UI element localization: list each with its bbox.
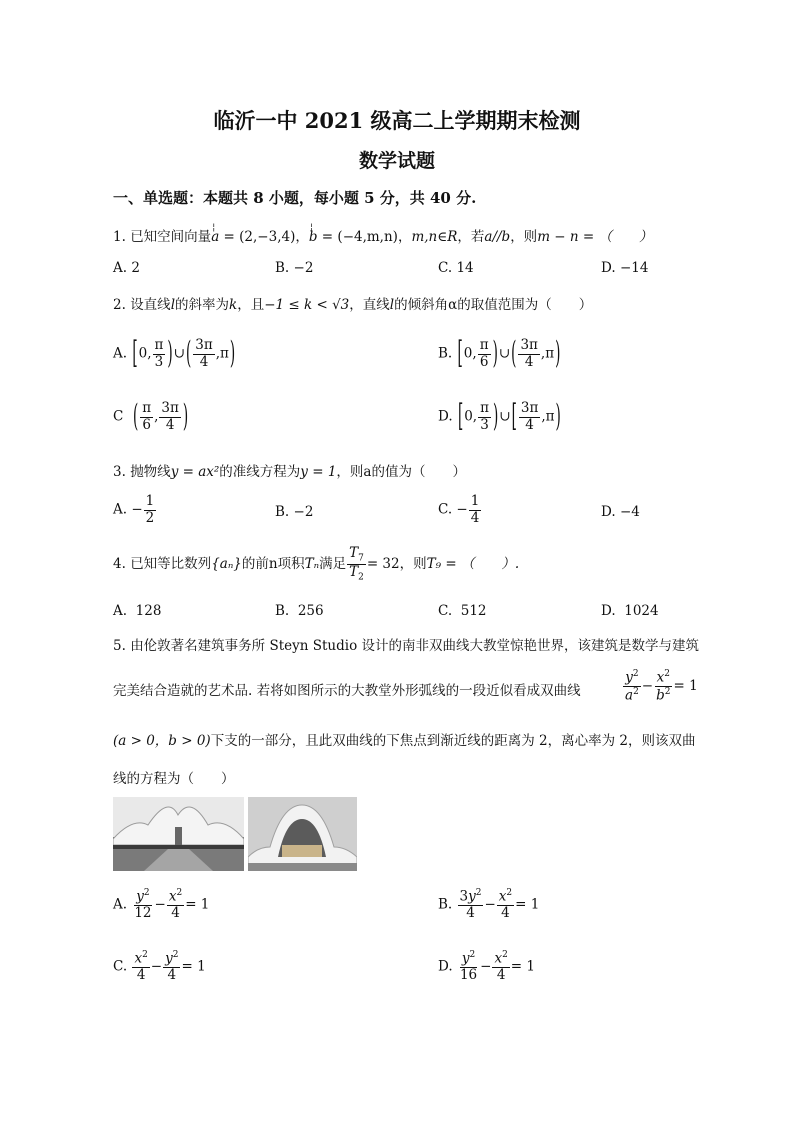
question-5-line-2: 完美结合造就的艺术品. 若将如图所示的大教堂外形弧线的一段近似看成双曲线 xyxy=(113,683,581,699)
q1-cond: m,n∈R xyxy=(411,229,458,245)
q2-option-d: D. [0, $\frac{\pi}{3}$ )∪[ $\frac{3\pi}{4}$ ,π) xyxy=(438,398,561,435)
question-5-line-1: 5. 由伦敦著名建筑事务所 Steyn Studio 设计的南非双曲线大教堂惊艳世界，该建筑是数学与建筑 xyxy=(113,638,699,654)
q4-option-a: A. 128 xyxy=(113,603,162,619)
question-5-line-3: (a > 0，b > 0)下支的一部分，且此双曲线的下焦点到渐近线的距离为 2，离心率为 2，则该双曲 xyxy=(113,733,696,749)
q1-pre: 已知空间向量 xyxy=(130,229,212,245)
exam-subtitle: 数学试题 xyxy=(358,150,435,172)
question-3: 3. 抛物线y = ax²的准线方程为y = 1，则a的值为（ ） xyxy=(113,464,466,480)
q5-option-d: D. $\frac{y^2}{16}$ − $\frac{x^2}{4}$ = 1 xyxy=(438,950,535,984)
q5-hyperbola-eq: $\frac{y^2}{a^2}$ − $\frac{x^2}{b^2}$ = 1 xyxy=(625,669,698,704)
q1-b-value: (−4,m,n) xyxy=(337,229,398,245)
q1-option-b: B. −2 xyxy=(275,260,314,276)
question-5-line-4: 线的方程为（ ） xyxy=(113,771,235,787)
question-4: 4. 已知等比数列{aₙ}的前n项积Tₙ满足 $\frac{T_7}{T_2}$ = 32，则T₉ = （ ）. xyxy=(113,545,520,583)
q1-option-d: D. −14 xyxy=(601,260,649,276)
q1-a-value: (2,−3,4) xyxy=(239,229,296,245)
question-2: 2. 设直线l的斜率为k，且−1 ≤ k < √3，直线l的倾斜角α的取值范围为（ ） xyxy=(113,297,593,313)
q4-option-b: B. 256 xyxy=(275,603,324,619)
q3-option-c: C. − $\frac{1}{4}$ xyxy=(438,493,480,526)
exam-title: 临沂一中 2021 级高二上学期期末检测 xyxy=(213,108,581,133)
q5-option-a: A. $\frac{y^2}{12}$ − $\frac{x^2}{4}$ = 1 xyxy=(113,888,210,922)
q1-option-c: C. 14 xyxy=(438,260,474,276)
q1-option-a: A. 2 xyxy=(113,260,140,276)
cathedral-photo-1 xyxy=(113,797,244,871)
q3-option-a: A. − $\frac{1}{2}$ xyxy=(113,493,155,526)
q2-cond: −1 ≤ k < √3 xyxy=(264,297,350,313)
q3-option-b: B. −2 xyxy=(275,504,314,520)
q4-option-c: C. 512 xyxy=(438,603,487,619)
q2-option-b: B. [0, $\frac{\pi}{6}$ )∪( $\frac{3\pi}{4}$ ,π) xyxy=(438,335,561,372)
q2-option-c: C ( $\frac{\pi}{6}$ , $\frac{3\pi}{4}$ ) xyxy=(113,398,189,435)
question-1: 1. 已知空间向量¦ a = (2,−3,4)，¦ b = (−4,m,n)，m,n∈R，若a//b，则m − n = （ ） xyxy=(113,227,652,247)
q1-parallel: a//b xyxy=(484,229,511,245)
q3-option-d: D. −4 xyxy=(601,504,640,520)
q5-option-b: B. $\frac{3y^2}{4}$ − $\frac{x^2}{4}$ = 1 xyxy=(438,888,540,922)
section-heading: 一、单选题：本题共 8 小题，每小题 5 分，共 40 分. xyxy=(113,189,477,207)
q1-number: 1. xyxy=(113,229,126,245)
q2-option-a: A. [0, $\frac{\pi}{3}$ )∪( $\frac{3\pi}{4}$ ,π) xyxy=(113,335,236,372)
q5-option-c: C. $\frac{x^2}{4}$ − $\frac{y^2}{4}$ = 1 xyxy=(113,950,206,984)
cathedral-photo-2 xyxy=(248,797,357,871)
q1-ask: m − n = （ ） xyxy=(537,229,653,245)
q4-option-d: D. 1024 xyxy=(601,603,659,619)
